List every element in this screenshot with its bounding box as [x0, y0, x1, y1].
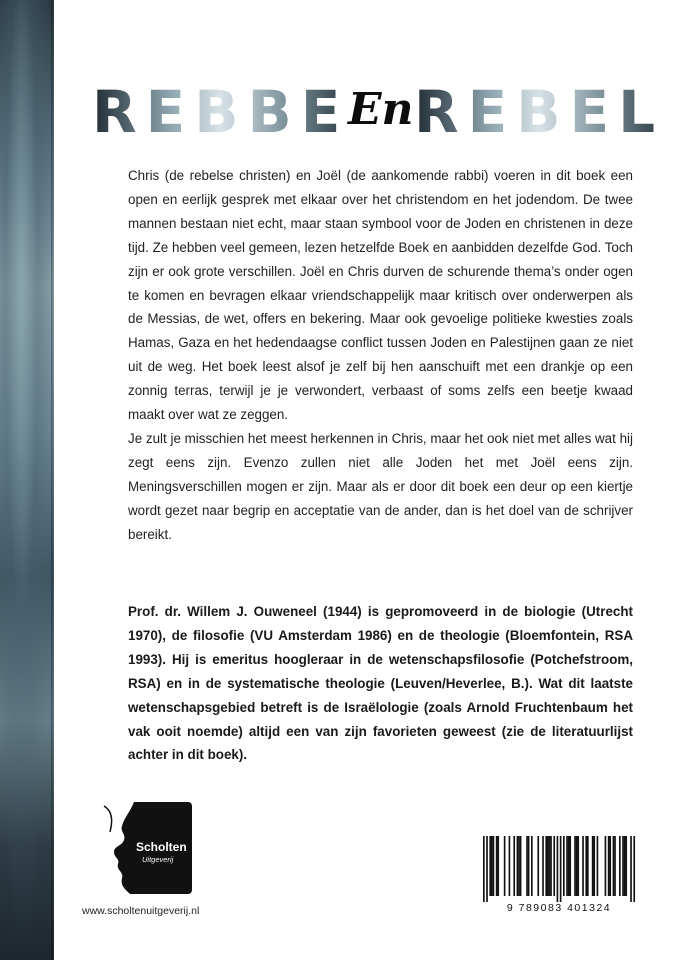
blurb-paragraph-2: Je zult je misschien het meest herkennen in Chris, maar het ook niet met alles wat hij zegt eens zijn. Evenzo zullen niet alle Joden het met Joël eens zijn. Meningsverschillen mogen er zijn. Maar als er door dit boek een deur op een kiertje wordt gezet naar begrip en acceptatie van de ander, dan is het doel van de schrijver bereikt.	[128, 430, 633, 542]
barcode-bar	[560, 836, 562, 902]
barcode-bar	[528, 836, 530, 896]
barcode-bar	[608, 836, 610, 896]
author-bio: Prof. dr. Willem J. Ouweneel (1944) is gepromoveerd in de biologie (Utrecht 1970), de filosofie (VU Amsterdam 1986) en de theologie (Bloemfontein, RSA 1993). Hij is emeritus hoogleraar in de wetenschapsfilosofie (Potchefstroom, RSA) en in de systematische theologie (Leuven/Heverlee, B.). Wat dit laatste wetenschapsgebied betreft is de Israëlologie (zoals Arnold Fruchtenbaum het vak ooit noemde) altijd een van zijn favorieten geweest (zie de literatuurlijst achter in dit boek).	[128, 604, 633, 763]
barcode-bar	[569, 836, 571, 896]
barcode-bar	[557, 836, 559, 902]
barcode-bar	[486, 836, 488, 902]
publisher-logo	[100, 802, 192, 894]
barcode-bar	[566, 836, 568, 896]
barcode-bar	[592, 836, 594, 896]
barcode-bar	[625, 836, 627, 896]
barcode-bar	[545, 836, 547, 896]
barcode-bar	[587, 836, 589, 896]
barcode-bar	[542, 836, 544, 896]
barcode-bar	[576, 836, 578, 896]
title-graphic	[92, 74, 665, 146]
barcode-bar	[568, 836, 570, 896]
barcode-bar	[504, 836, 506, 896]
barcode-bar	[531, 836, 533, 896]
title-word-rebbe: REBBE	[92, 78, 350, 146]
publisher-website: www.scholtenuitgeverij.nl	[82, 905, 200, 917]
barcode-bar	[509, 836, 511, 896]
barcode-bar	[613, 836, 615, 896]
barcode-bar	[483, 836, 485, 902]
barcode-bar	[549, 836, 551, 896]
spine-photo-strip	[0, 0, 54, 960]
book-title	[92, 74, 665, 146]
barcode-bar	[577, 836, 579, 896]
barcode-bar	[597, 836, 599, 896]
barcode-bar	[574, 836, 576, 896]
barcode-bar	[496, 836, 498, 896]
title-word-en: En	[348, 84, 414, 135]
publisher-name: Scholten	[136, 840, 187, 854]
barcode-bar	[550, 836, 552, 896]
barcode-bar	[520, 836, 522, 896]
isbn-number: 9 789083 401324	[506, 902, 612, 914]
barcode-bar	[553, 836, 555, 896]
barcode-bar	[497, 836, 499, 896]
barcode-bar	[547, 836, 549, 896]
barcode-bar	[518, 836, 520, 896]
barcode-bar	[526, 836, 528, 896]
barcode-bar	[563, 836, 565, 896]
blurb-paragraph-1: Chris (de rebelse christen) en Joël (de aankomende rabbi) voeren in dit boek een open en eerlijk gesprek met elkaar over het christendom en het jodendom. De twee mannen bestaan niet echt, maar staan symbool voor de Joden en christenen in deze tijd. Ze hebben veel gemeen, lezen hetzelfde Boek en aanbidden dezelfde God. Toch zijn er ook grote verschillen. Joël en Chris durven de schurende thema’s onder ogen te komen en bevragen elkaar vriendschappelijk maar kritisch over onderwerpen als de Messias, de wet, offers en bekering. Maar ook gevoelige politieke kwesties zoals Hamas, Gaza en het hedendaagse conflict tussen Joden en Palestijnen gaan ze niet uit de weg. Het boek leest alsof je zelf bij hen aanschuift met een drankje op een zonnig terras, terwijl je je verwondert, verbaast of soms zelfs een beetje kwaad maakt over wat ze zeggen.	[128, 168, 633, 423]
barcode-bar	[622, 836, 624, 896]
barcode-bar	[605, 836, 607, 896]
barcode-bar	[585, 836, 587, 896]
barcode-bar	[619, 836, 621, 896]
barcode-bar	[489, 836, 491, 896]
barcode-bar	[493, 836, 495, 896]
barcode-bar	[537, 836, 539, 896]
barcode	[483, 836, 635, 902]
barcode-bar	[633, 836, 635, 902]
title-word-rebel: REBEL	[414, 78, 665, 146]
barcode-bar	[593, 836, 595, 896]
barcode-bar	[582, 836, 584, 896]
barcode-bar	[513, 836, 515, 896]
publisher-sub: Uitgeverij	[142, 855, 174, 864]
barcode-bar	[614, 836, 616, 896]
barcode-bar	[609, 836, 611, 896]
barcode-bar	[630, 836, 632, 902]
barcode-bar	[624, 836, 626, 896]
barcode-bar	[517, 836, 519, 896]
spine-shadow	[51, 0, 54, 960]
barcode-bar	[491, 836, 493, 896]
blurb	[128, 164, 633, 547]
